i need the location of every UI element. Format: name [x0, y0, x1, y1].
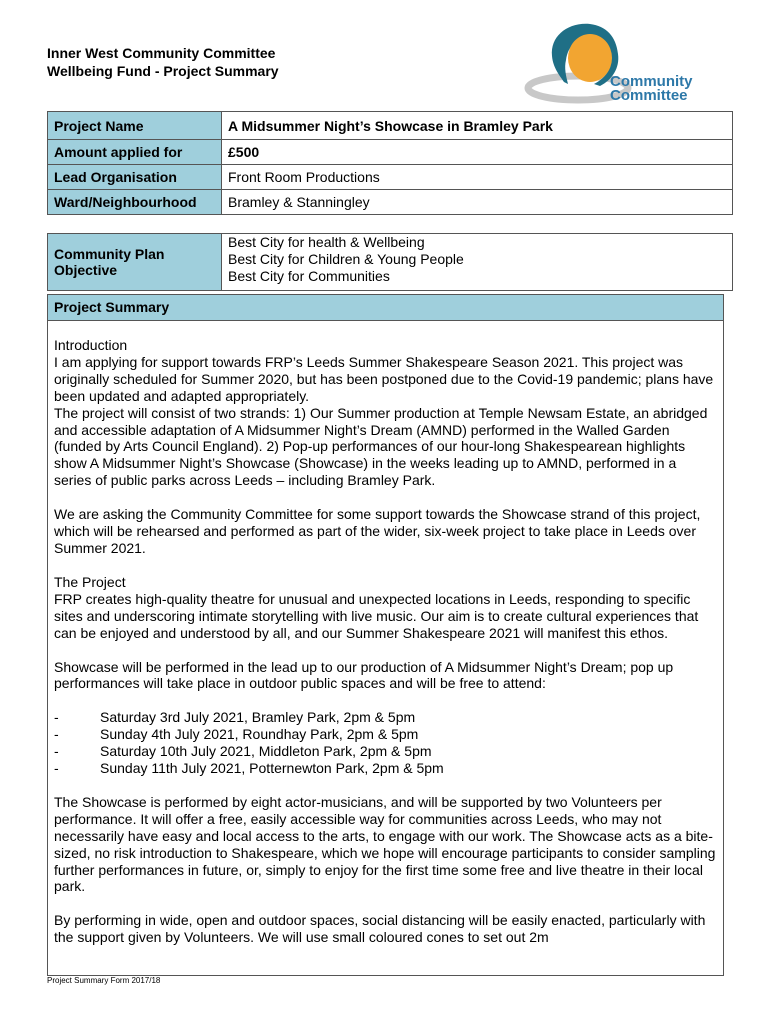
value-objective: [222, 234, 733, 291]
the-project-block: [54, 574, 717, 642]
date-text: Sunday 11th July 2021, Potternewton Park, 2pm & 5pm: [100, 760, 444, 777]
row-amount: [48, 140, 733, 165]
list-item: [54, 726, 717, 743]
project-summary-section: [47, 294, 724, 976]
footer-form-label: Project Summary Form 2017/18: [47, 976, 161, 985]
objective-item: Best City for Communities: [228, 268, 390, 284]
bullet-marker: -: [54, 726, 59, 743]
title-line-1: Inner West Community Committee: [47, 45, 276, 61]
objective-item: Best City for health & Wellbeing: [228, 234, 425, 250]
project-details-table: [47, 111, 733, 215]
label-objective: Community Plan Objective: [48, 234, 222, 291]
introduction-heading: Introduction: [54, 337, 128, 353]
row-lead-organisation: [48, 165, 733, 190]
date-text: Saturday 3rd July 2021, Bramley Park, 2pm & 5pm: [100, 709, 416, 726]
list-item: [54, 760, 717, 777]
row-ward: [48, 190, 733, 215]
list-item: [54, 743, 717, 760]
label-amount: Amount applied for: [48, 140, 222, 165]
value-project-name: A Midsummer Night’s Showcase in Bramley Park: [222, 112, 733, 140]
performed-paragraph: The Showcase is performed by eight actor-musicians, and will be supported by two Volunteers per performance. It will offer a free, easily accessible way for communities across Leeds, who may not necessarily have easy and local access to the arts, to engage with our work. The Showcase acts as a bite-sized, no risk introduction to Shakespeare, which we hope will encourage participants to consider sampling further performances in future, or, simply to enjoy for the first time some free and live theatre in their local park.: [54, 793, 716, 895]
ask-paragraph: We are asking the Community Committee for some support towards the Showcase strand of this project, which will be rehearsed and performed as part of the wider, six-week project to take place in Leeds over Summer 2021.: [54, 506, 701, 556]
introduction-paragraph-1: I am applying for support towards FRP’s Leeds Summer Shakespeare Season 2021. This project was originally scheduled for Summer 2020, but has been postponed due to the Covid-19 pandemic; plans have been updated and adapted appropriately.: [54, 353, 714, 404]
the-project-paragraph: FRP creates high-quality theatre for unusual and unexpected locations in Leeds, responding to specific sites and underscoring intimate storytelling with live music. Our aim is to create cultural experiences that can be enjoyed and understood by all, and our Summer Shakespeare 2021 will manifest this ethos.: [54, 590, 699, 641]
value-ward: Bramley & Stanningley: [222, 190, 733, 215]
label-lead-organisation: Lead Organisation: [48, 165, 222, 190]
value-lead-organisation: Front Room Productions: [222, 165, 733, 190]
bullet-marker: -: [54, 760, 59, 777]
document-title: [47, 44, 279, 80]
bullet-marker: -: [54, 743, 59, 760]
community-committee-logo: [520, 16, 700, 104]
introduction-paragraph-2: The project will consist of two strands: 1) Our Summer production at Temple Newsam Estate, an abridged and accessible adaptation of A Midsummer Night’s Dream (AMND) performed in the Walled Garden (funded by Arts Council England). 2) Pop-up performances of our hour-long Shakespearean highlights show A Midsummer Night’s Showcase (Showcase) in the weeks leading up to AMND, performed in a series of public parks across Leeds – including Bramley Park.: [54, 404, 708, 489]
distancing-paragraph: By performing in wide, open and outdoor spaces, social distancing will be easily enacted, particularly with the support given by Volunteers. We will use small coloured cones to set out 2m: [54, 912, 706, 946]
bullet-marker: -: [54, 709, 59, 726]
objective-table: [47, 233, 733, 291]
list-item: [54, 709, 717, 726]
project-summary-body: [48, 321, 723, 946]
label-ward: Ward/Neighbourhood: [48, 190, 222, 215]
date-text: Saturday 10th July 2021, Middleton Park, 2pm & 5pm: [100, 743, 432, 760]
performance-dates-list: [54, 709, 717, 777]
introduction-block: [54, 337, 717, 489]
logo-text-line-2: Committee: [610, 87, 688, 104]
row-project-name: [48, 112, 733, 140]
row-objective: [48, 234, 733, 291]
label-project-name: Project Name: [48, 112, 222, 140]
objective-item: Best City for Children & Young People: [228, 251, 464, 267]
logo-icon: [520, 16, 700, 104]
showcase-paragraph: Showcase will be performed in the lead up to our production of A Midsummer Night’s Dream; pop up performances will take place in outdoor public spaces and will be free to attend:: [54, 658, 674, 692]
project-summary-heading: Project Summary: [48, 295, 723, 321]
title-line-2: Wellbeing Fund - Project Summary: [47, 63, 279, 79]
logo-text-line-1: Community: [610, 73, 693, 90]
the-project-heading: The Project: [54, 573, 126, 590]
value-amount: £500: [222, 140, 733, 165]
date-text: Sunday 4th July 2021, Roundhay Park, 2pm & 5pm: [100, 726, 419, 743]
